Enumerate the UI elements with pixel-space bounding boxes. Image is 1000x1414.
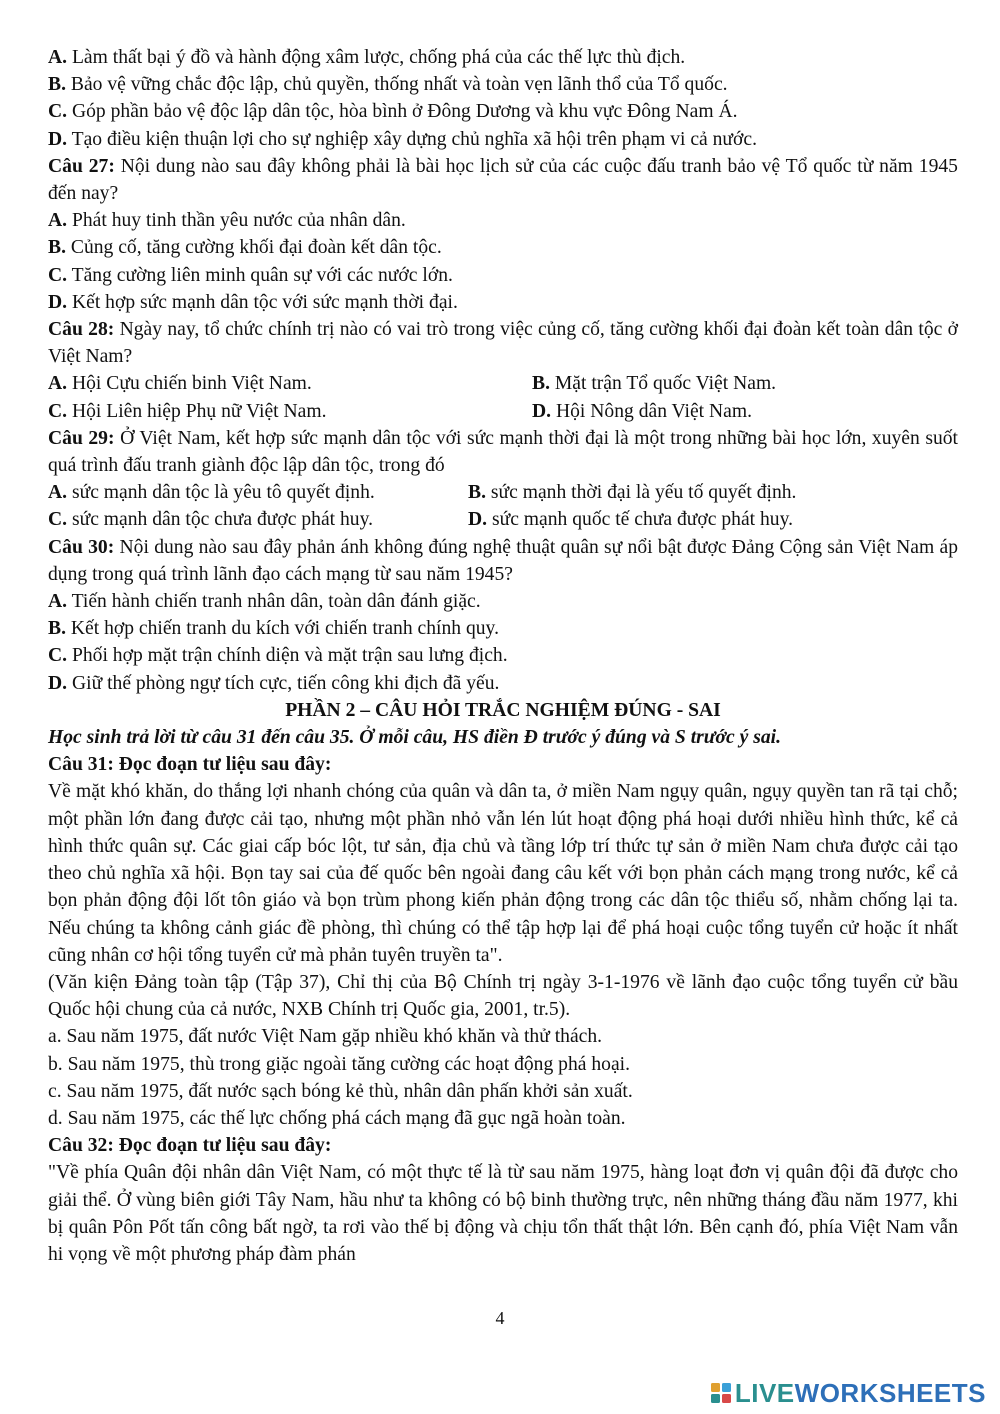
q29-options-row-1 bbox=[48, 479, 958, 506]
q29-option-c: C. sức mạnh dân tộc chưa được phát huy. bbox=[48, 509, 373, 531]
worksheet-page bbox=[48, 44, 958, 1268]
q26-option-c: C. Góp phần bảo vệ độc lập dân tộc, hòa bình ở Đông Dương và khu vực Đông Nam Á. bbox=[48, 101, 738, 123]
q26-option-a: A. Làm thất bại ý đồ và hành động xâm lược, chống phá của các thế lực thù địch. bbox=[48, 47, 686, 68]
q27-option-b: B. Củng cố, tăng cường khối đại đoàn kết dân tộc. bbox=[48, 237, 442, 259]
q30-option-b: B. Kết hợp chiến tranh du kích với chiến tranh chính quy. bbox=[48, 618, 499, 640]
q26-option-d: D. Tạo điều kiện thuận lợi cho sự nghiệp xây dựng chủ nghĩa xã hội trên phạm vi cả nước. bbox=[48, 128, 758, 150]
q31-source: (Văn kiện Đảng toàn tập (Tập 37), Chỉ thị của Bộ Chính trị ngày 3-1-1976 về lãnh đạo cuộc tổng tuyển cử bầu Quốc hội chung của cả nước, NXB Chính trị Quốc gia, 2001, tr.5). bbox=[48, 971, 958, 1021]
q28-options-row-2 bbox=[48, 398, 958, 425]
q28-options-row-1 bbox=[48, 370, 958, 397]
part2-instruction: Học sinh trả lời từ câu 31 đến câu 35. Ở mỗi câu, HS điền Đ trước ý đúng và S trước ý sai. bbox=[48, 727, 781, 749]
q26-option-b: B. Bảo vệ vững chắc độc lập, chủ quyền, thống nhất và toàn vẹn lãnh thổ của Tổ quốc. bbox=[48, 74, 728, 96]
q28-option-c: C. Hội Liên hiệp Phụ nữ Việt Nam. bbox=[48, 400, 327, 422]
q30-option-c: C. Phối hợp mặt trận chính diện và mặt trận sau lưng địch. bbox=[48, 645, 508, 667]
q29-stem: Câu 29: Ở Việt Nam, kết hợp sức mạnh dân tộc với sức mạnh thời đại là một trong những bài học lớn, xuyên suốt quá trình đấu tranh giành độc lập dân tộc, trong đó bbox=[48, 427, 958, 477]
liveworksheets-wordmark: LIVEWORKSHEETS bbox=[734, 1377, 986, 1408]
q31-heading: Câu 31: Đọc đoạn tư liệu sau đây: bbox=[48, 754, 332, 776]
q31-statement-b: b. Sau năm 1975, thù trong giặc ngoài tăng cường các hoạt động phá hoại. bbox=[48, 1053, 630, 1075]
q27-option-d: D. Kết hợp sức mạnh dân tộc với sức mạnh thời đại. bbox=[48, 291, 458, 313]
q29-option-d: D. sức mạnh quốc tế chưa được phát huy. bbox=[468, 509, 793, 531]
q27-option-c: C. Tăng cường liên minh quân sự với các nước lớn. bbox=[48, 264, 453, 286]
liveworksheets-logo-icon bbox=[710, 1382, 732, 1404]
liveworksheets-logo[interactable] bbox=[710, 1378, 986, 1408]
q30-stem: Câu 30: Nội dung nào sau đây phản ánh không đúng nghệ thuật quân sự nổi bật được Đảng Cộng sản Việt Nam áp dụng trong quá trình lãnh đạo cách mạng từ sau năm 1945? bbox=[48, 536, 958, 585]
q31-passage: Về mặt khó khăn, do thắng lợi nhanh chóng của quân và dân ta, ở miền Nam ngụy quân, ngụy quyền tan rã tại chỗ; một phần lớn đang được cải tạo, nhưng một phần nhỏ vẫn lén lút hoạt động phá hoại dưới nhiều hình thức, kể cả hình thức quân sự. Các giai cấp bóc lột, tư sản, địa chủ và tầng lớp trí thức tự sản ở miền Nam chưa được cải tạo theo chủ nghĩa xã hội. Bọn tay sai của đế quốc bên ngoài đang câu kết với bọn phản cách mạng trong nước, kể cả bọn phản động đội lốt tôn giáo và bọn trùm phong kiến phản động trong các dân tộc thiểu số, nhằm chống lại ta. Nếu chúng ta không cảnh giác đề phòng, thì chúng có thể tập hợp lại để phá hoại cuộc tổng tuyển cử hoặc ít nhất cũng nhân cơ hội tổng tuyển cử mà phản tuyên truyền ta". bbox=[48, 781, 958, 966]
q28-option-a: A. Hội Cựu chiến binh Việt Nam. bbox=[48, 373, 312, 395]
q31-statement-c: c. Sau năm 1975, đất nước sạch bóng kẻ thù, nhân dân phấn khởi sản xuất. bbox=[48, 1080, 633, 1102]
q28-option-b: B. Mặt trận Tổ quốc Việt Nam. bbox=[532, 373, 777, 395]
q32-passage: "Về phía Quân đội nhân dân Việt Nam, có một thực tế là từ sau năm 1975, hàng loạt đơn vị quân đội đã được cho giải thể. Ở vùng biên giới Tây Nam, hầu như ta không có bộ binh thường trực, nên những tháng đầu năm 1977, khi bị quân Pôn Pốt tấn công bất ngờ, ta rơi vào thế bị động và chịu tổn thất thật lớn. Bên cạnh đó, phía Việt Nam vẫn hi vọng về một phương pháp đàm phán bbox=[48, 1162, 958, 1265]
part2-title: PHẦN 2 – CÂU HỎI TRẮC NGHIỆM ĐÚNG - SAI bbox=[285, 699, 721, 721]
q29-options-row-2 bbox=[48, 506, 958, 533]
q27-stem: Câu 27: Nội dung nào sau đây không phải là bài học lịch sử của các cuộc đấu tranh bảo vệ Tổ quốc từ năm 1945 đến nay? bbox=[48, 155, 958, 205]
q31-statement-d: d. Sau năm 1975, các thế lực chống phá cách mạng đã gục ngã hoàn toàn. bbox=[48, 1107, 626, 1129]
q31-statement-a: a. Sau năm 1975, đất nước Việt Nam gặp nhiều khó khăn và thử thách. bbox=[48, 1026, 603, 1048]
q30-option-a: A. Tiến hành chiến tranh nhân dân, toàn dân đánh giặc. bbox=[48, 591, 481, 613]
q27-option-a: A. Phát huy tinh thần yêu nước của nhân dân. bbox=[48, 210, 406, 232]
q28-stem: Câu 28: Ngày nay, tổ chức chính trị nào có vai trò trong việc củng cố, tăng cường khối đại đoàn kết toàn dân tộc ở Việt Nam? bbox=[48, 319, 958, 368]
q30-option-d: D. Giữ thế phòng ngự tích cực, tiến công khi địch đã yếu. bbox=[48, 672, 500, 694]
q29-option-a: A. sức mạnh dân tộc là yêu tô quyết định. bbox=[48, 482, 375, 504]
q29-option-b: B. sức mạnh thời đại là yếu tố quyết định. bbox=[468, 482, 797, 504]
q32-heading: Câu 32: Đọc đoạn tư liệu sau đây: bbox=[48, 1135, 332, 1157]
page-number: 4 bbox=[495, 1308, 505, 1328]
q28-option-d: D. Hội Nông dân Việt Nam. bbox=[532, 400, 752, 422]
